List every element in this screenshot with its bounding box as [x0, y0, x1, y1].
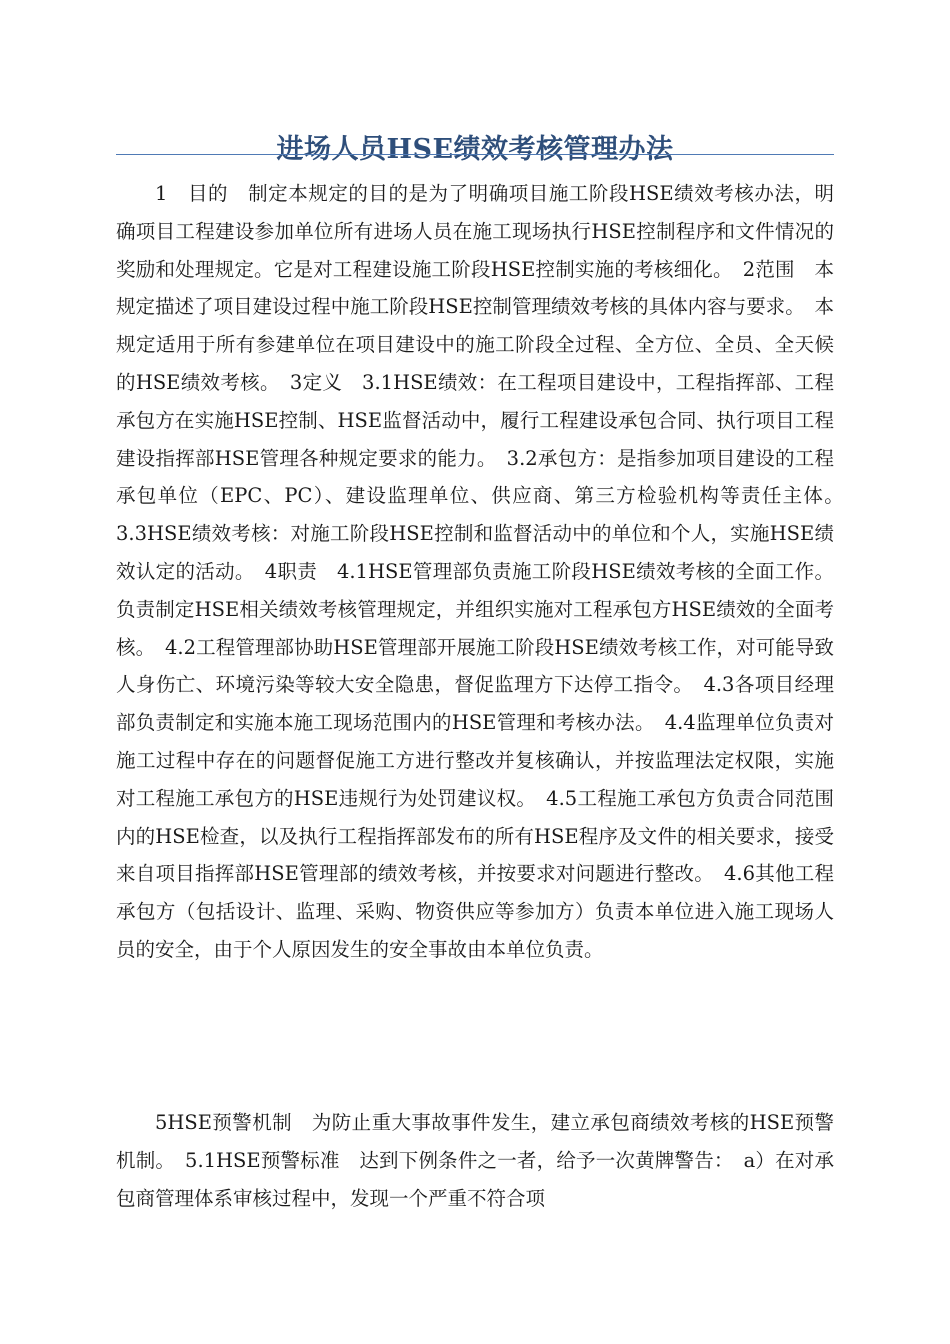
body-paragraph-1: 1 目的 制定本规定的目的是为了明确项目施工阶段HSE绩效考核办法，明确项目工程建设参加单位所有进场人员在施工现场执行HSE控制程序和文件情况的奖励和处理规定。它是对工程建设施工阶段HSE控制实施的考核细化。 2范围 本规定描述了项目建设过程中施工阶段HSE控制管理绩效考核的具体内容与要求。 本规定适用于所有参建单位在项目建设中的施工阶段全过程、全方位、全员、全天候的HSE绩效考核。 3定义 3.1HSE绩效：在工程项目建设中，工程指挥部、工程承包方在实施HSE控制、HSE监督活动中，履行工程建设承包合同、执行项目工程建设指挥部HSE管理各种规定要求的能力。 3.2承包方：是指参加项目建设的工程承包单位（EPC、PC）、建设监理单位、供应商、第三方检验机构等责任主体。 3.3HSE绩效考核：对施工阶段HSE控制和监督活动中的单位和个人，实施HSE绩效认定的活动。 4职责 4.1HSE管理部负责施工阶段HSE绩效考核的全面工作。负责制定HSE相关绩效考核管理规定，并组织实施对工程承包方HSE绩效的全面考核。 4.2工程管理部协助HSE管理部开展施工阶段HSE绩效考核工作，对可能导致人身伤亡、环境污染等较大安全隐患，督促监理方下达停工指令。 4.3各项目经理部负责制定和实施本施工现场范围内的HSE管理和考核办法。 4.4监理单位负责对施工过程中存在的问题督促施工方进行整改并复核确认，并按监理法定权限，实施对工程施工承包方的HSE违规行为处罚建议权。 4.5工程施工承包方负责合同范围内的HSE检查，以及执行工程指挥部发布的所有HSE程序及文件的相关要求，接受来自项目指挥部HSE管理部的绩效考核，并按要求对问题进行整改。 4.6其他工程承包方（包括设计、监理、采购、物资供应等参加方）负责本单位进入施工现场人员的安全，由于个人原因发生的安全事故由本单位负责。 — [116, 182, 854, 961]
document-title: 进场人员HSE绩效考核管理办法 — [276, 134, 674, 166]
body-paragraph-2: 5HSE预警机制 为防止重大事故事件发生，建立承包商绩效考核的HSE预警机制。 5.1HSE预警标准 达到下例条件之一者，给予一次黄牌警告： a）在对承包商管理体系审核过程中，发现一个严重不符合项 — [116, 1111, 834, 1210]
title-underline — [116, 154, 834, 155]
